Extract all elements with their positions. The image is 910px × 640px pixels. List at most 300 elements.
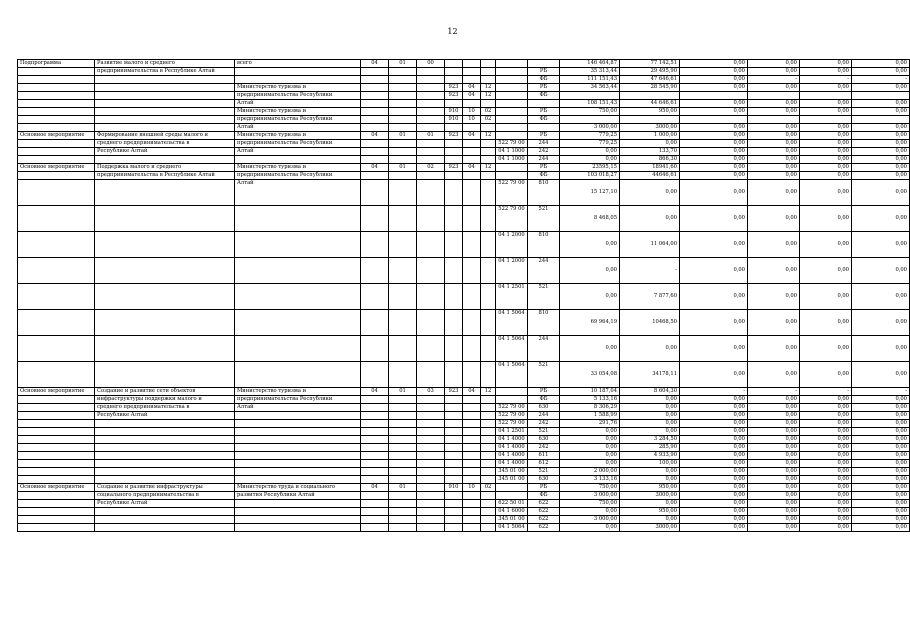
cell-code-a [361,524,389,532]
cell-grbs: 910 [445,116,463,124]
cell-value-4: 0,00 [748,362,800,388]
cell-code-a [361,180,389,206]
cell-code-c [417,140,445,148]
cell-code-c [417,156,445,164]
cell-value-4: 0,00 [748,460,800,468]
cell-value-1: 0,00 [560,452,620,460]
cell-code-b [389,404,417,412]
table-row [18,336,910,362]
cell-grbs: 923 [445,92,463,100]
cell-code-c [417,336,445,362]
cell-section-type [18,206,95,232]
cell-rz [463,420,481,428]
cell-description: Создание и развитие инфраструктуры [95,484,235,492]
cell-value-6: 0,00 [852,492,910,500]
cell-grbs [445,232,463,258]
cell-rz [463,206,481,232]
cell-code-a: 04 [361,388,389,396]
cell-grbs [445,362,463,388]
cell-code-b [389,68,417,76]
cell-section-type [18,76,95,84]
cell-section-type [18,100,95,108]
cell-code-a [361,100,389,108]
cell-value-1: 103 018,27 [560,172,620,180]
cell-csr: 04 1 4000 [496,452,528,460]
cell-pr [481,452,496,460]
cell-section-type [18,84,95,92]
cell-csr: 04 1 1000 [496,148,528,156]
cell-code-c: 03 [417,388,445,396]
cell-csr [496,68,528,76]
cell-value-5 [800,116,852,124]
cell-value-5: 0,00 [800,484,852,492]
cell-code-c [417,180,445,206]
cell-value-2: 34178,11 [620,362,680,388]
cell-grbs [445,180,463,206]
cell-description: среднего предпринимательства в [95,140,235,148]
cell-value-2: 0,00 [620,420,680,428]
cell-code-c [417,396,445,404]
cell-value-6: 0,00 [852,524,910,532]
cell-rz: 10 [463,108,481,116]
cell-value-4 [748,116,800,124]
cell-pr [481,396,496,404]
cell-value-2: 950,00 [620,508,680,516]
cell-value-2: 47 646,61 [620,76,680,84]
cell-value-6: 0,00 [852,310,910,336]
cell-csr: 04 1 2501 [496,428,528,436]
cell-grbs [445,172,463,180]
cell-vr: РБ [528,388,560,396]
cell-value-5: 0,00 [800,164,852,172]
cell-section-type [18,412,95,420]
cell-value-3: 0,00 [680,76,748,84]
cell-value-1: 146 464,87 [560,60,620,68]
cell-value-3: 0,00 [680,500,748,508]
cell-rz [463,172,481,180]
cell-value-4: 0,00 [748,524,800,532]
cell-executor [235,420,361,428]
cell-grbs [445,476,463,484]
cell-value-4: 0,00 [748,428,800,436]
cell-code-b [389,452,417,460]
cell-value-5: 0,00 [800,232,852,258]
cell-code-b [389,140,417,148]
cell-code-b: 01 [389,388,417,396]
cell-code-b [389,460,417,468]
cell-value-3: - [680,388,748,396]
cell-grbs [445,396,463,404]
cell-pr: 12 [481,92,496,100]
page-number: 12 [447,27,458,36]
cell-code-a [361,108,389,116]
table-row [18,164,910,172]
cell-value-5: 0,00 [800,404,852,412]
cell-code-a [361,508,389,516]
table-row [18,172,910,180]
cell-description: Формирование внешней среды малого и [95,132,235,140]
cell-executor [235,156,361,164]
cell-description [95,76,235,84]
cell-value-3: 0,00 [680,232,748,258]
cell-code-a [361,206,389,232]
cell-value-3: 0,00 [680,68,748,76]
cell-executor [235,428,361,436]
cell-pr: 02 [481,108,496,116]
cell-code-a: 04 [361,484,389,492]
cell-value-1: 750,00 [560,108,620,116]
cell-code-c [417,92,445,100]
cell-code-a: 04 [361,60,389,68]
cell-vr: 242 [528,444,560,452]
cell-code-b [389,92,417,100]
cell-code-b [389,124,417,132]
cell-vr [528,124,560,132]
cell-value-3: 0,00 [680,404,748,412]
cell-executor [235,500,361,508]
table-body [18,60,910,532]
cell-value-4: 0,00 [748,172,800,180]
cell-rz [463,100,481,108]
cell-executor: всего [235,60,361,68]
cell-vr: ФБ [528,116,560,124]
cell-section-type [18,68,95,76]
cell-executor [235,232,361,258]
cell-value-1: 35 313,44 [560,68,620,76]
cell-section-type [18,524,95,532]
cell-vr: РБ [528,68,560,76]
cell-value-4: 0,00 [748,180,800,206]
cell-description [95,116,235,124]
cell-grbs: 923 [445,132,463,140]
cell-value-4: 0,00 [748,232,800,258]
cell-code-b [389,310,417,336]
cell-value-3: 0,00 [680,460,748,468]
cell-value-5: 0,00 [800,412,852,420]
cell-value-6: 0,00 [852,172,910,180]
cell-value-3: 0,00 [680,468,748,476]
cell-pr: 02 [481,484,496,492]
cell-rz: 10 [463,484,481,492]
cell-rz [463,524,481,532]
cell-value-3: 0,00 [680,336,748,362]
cell-value-2: 0,00 [620,404,680,412]
cell-csr: 04 1 5064 [496,362,528,388]
cell-pr [481,460,496,468]
cell-code-c [417,172,445,180]
cell-value-1: 2 000,00 [560,468,620,476]
cell-code-c [417,258,445,284]
cell-section-type [18,362,95,388]
cell-rz [463,124,481,132]
cell-vr: 521 [528,468,560,476]
cell-value-5: 0,00 [800,284,852,310]
cell-rz [463,436,481,444]
cell-code-a [361,84,389,92]
cell-code-b [389,500,417,508]
cell-pr [481,100,496,108]
cell-description [95,284,235,310]
cell-value-1: 0,00 [560,258,620,284]
cell-value-1: 8 306,29 [560,404,620,412]
cell-rz [463,492,481,500]
cell-code-c: 01 [417,132,445,140]
cell-executor: Алтай [235,180,361,206]
cell-vr: 611 [528,452,560,460]
cell-code-c [417,436,445,444]
table-row [18,124,910,132]
cell-rz [463,284,481,310]
cell-section-type [18,108,95,116]
cell-value-5 [800,92,852,100]
cell-value-6: 0,00 [852,206,910,232]
cell-value-5: 0,00 [800,524,852,532]
cell-value-4: 0,00 [748,336,800,362]
cell-value-4: 0,00 [748,516,800,524]
cell-rz: 04 [463,164,481,172]
cell-code-a [361,258,389,284]
cell-value-2 [620,92,680,100]
cell-value-1: 0,00 [560,336,620,362]
cell-rz [463,428,481,436]
cell-pr [481,420,496,428]
cell-grbs [445,76,463,84]
cell-executor: Министерство туризма и [235,388,361,396]
table-row [18,524,910,532]
table-row [18,468,910,476]
cell-code-b [389,148,417,156]
cell-value-4: 0,00 [748,420,800,428]
cell-executor [235,444,361,452]
cell-description [95,156,235,164]
cell-value-3: 0,00 [680,420,748,428]
cell-value-2: 3000,00 [620,124,680,132]
cell-code-c [417,100,445,108]
cell-value-2: - [620,258,680,284]
table-row [18,206,910,232]
cell-csr [496,164,528,172]
cell-value-3: 0,00 [680,156,748,164]
cell-description [95,444,235,452]
cell-description [95,100,235,108]
cell-code-b [389,436,417,444]
cell-vr: 521 [528,428,560,436]
cell-section-type: Основное мероприятие [18,164,95,172]
cell-code-a [361,76,389,84]
cell-value-5: 0,00 [800,60,852,68]
cell-value-6: 0,00 [852,164,910,172]
cell-csr [496,388,528,396]
table-row [18,60,910,68]
cell-value-3: 0,00 [680,492,748,500]
cell-pr: 12 [481,84,496,92]
cell-vr: 521 [528,362,560,388]
cell-value-6: 0,00 [852,404,910,412]
cell-pr [481,404,496,412]
cell-rz [463,232,481,258]
cell-value-2: 3000,00 [620,524,680,532]
table-row [18,484,910,492]
cell-description [95,108,235,116]
cell-value-4 [748,92,800,100]
cell-value-2: 28 545,90 [620,84,680,92]
cell-value-2: 77 142,51 [620,60,680,68]
cell-value-5: 0,00 [800,336,852,362]
cell-value-1: 750,00 [560,500,620,508]
cell-value-3: 0,00 [680,132,748,140]
cell-rz [463,404,481,412]
cell-description [95,476,235,484]
cell-value-6: 0,00 [852,68,910,76]
table-row [18,108,910,116]
cell-csr [496,100,528,108]
cell-pr [481,76,496,84]
cell-value-3: 0,00 [680,100,748,108]
cell-vr: РБ [528,84,560,92]
cell-value-5: 0,00 [800,310,852,336]
cell-vr: 622 [528,516,560,524]
cell-description [95,436,235,444]
cell-code-a [361,68,389,76]
table-row [18,258,910,284]
cell-description: Республике Алтай [95,412,235,420]
cell-value-2: 0,00 [620,468,680,476]
cell-pr [481,500,496,508]
cell-value-5: 0,00 [800,68,852,76]
cell-description [95,336,235,362]
cell-value-3: 0,00 [680,124,748,132]
cell-value-3: 0,00 [680,172,748,180]
cell-grbs [445,124,463,132]
cell-description [95,362,235,388]
cell-value-5: 0,00 [800,444,852,452]
cell-value-6: - [852,388,910,396]
cell-value-3: 0,00 [680,84,748,92]
cell-section-type [18,404,95,412]
cell-code-a [361,92,389,100]
cell-section-type [18,92,95,100]
cell-executor [235,436,361,444]
cell-code-c [417,108,445,116]
cell-csr: 622 50 01 [496,500,528,508]
cell-value-3: 0,00 [680,206,748,232]
cell-csr [496,172,528,180]
cell-value-4: 0,00 [748,100,800,108]
cell-executor: Министерство труда и социального [235,484,361,492]
cell-grbs [445,100,463,108]
cell-section-type: Основное мероприятие [18,388,95,396]
cell-value-2: 0,00 [620,396,680,404]
cell-pr [481,140,496,148]
cell-value-4: 0,00 [748,156,800,164]
cell-pr [481,60,496,68]
cell-code-c [417,444,445,452]
table-row [18,140,910,148]
cell-code-a [361,492,389,500]
cell-value-5: 0,00 [800,156,852,164]
cell-value-4: 0,00 [748,132,800,140]
cell-section-type [18,148,95,156]
cell-code-b: 01 [389,132,417,140]
cell-executor [235,310,361,336]
cell-code-b: 01 [389,60,417,68]
cell-value-2: 10468,50 [620,310,680,336]
cell-value-5: 0,00 [800,452,852,460]
cell-value-5: 0,00 [800,516,852,524]
cell-grbs [445,310,463,336]
cell-value-5: 0,00 [800,206,852,232]
cell-code-c [417,460,445,468]
cell-pr [481,476,496,484]
cell-executor: Министерство туризма и [235,84,361,92]
cell-rz [463,468,481,476]
cell-executor [235,284,361,310]
cell-csr [496,116,528,124]
cell-value-2: 1 000,00 [620,132,680,140]
cell-grbs [445,524,463,532]
cell-code-c [417,68,445,76]
cell-value-1: 0,00 [560,460,620,468]
cell-code-a [361,156,389,164]
table-row [18,412,910,420]
cell-executor: предпринимательства Республики [235,396,361,404]
cell-grbs [445,500,463,508]
cell-value-1: 0,00 [560,524,620,532]
cell-value-1: 8 468,05 [560,206,620,232]
cell-value-1: 5 133,16 [560,396,620,404]
cell-value-4: - [748,76,800,84]
cell-pr [481,412,496,420]
cell-value-5: 0,00 [800,362,852,388]
cell-code-c [417,148,445,156]
table-row [18,76,910,84]
cell-code-b [389,524,417,532]
cell-pr: 12 [481,164,496,172]
cell-csr: 345 01 00 [496,516,528,524]
cell-value-1: 0,00 [560,428,620,436]
cell-code-a [361,148,389,156]
cell-description [95,420,235,428]
cell-value-2: 0,00 [620,428,680,436]
cell-value-4: 0,00 [748,468,800,476]
cell-code-b [389,76,417,84]
cell-section-type [18,420,95,428]
cell-value-5: 0,00 [800,396,852,404]
cell-code-c: 02 [417,164,445,172]
cell-grbs [445,508,463,516]
cell-pr [481,492,496,500]
table-row [18,180,910,206]
cell-code-c [417,508,445,516]
cell-value-1: 0,00 [560,436,620,444]
cell-value-1 [560,92,620,100]
cell-pr: 02 [481,116,496,124]
cell-pr [481,206,496,232]
cell-csr: 04 1 2000 [496,258,528,284]
cell-value-6: 0,00 [852,100,910,108]
cell-code-c [417,492,445,500]
cell-value-3: 0,00 [680,180,748,206]
cell-vr [528,60,560,68]
cell-value-1: 15 127,10 [560,180,620,206]
cell-code-b [389,444,417,452]
cell-value-6 [852,92,910,100]
cell-value-5: 0,00 [800,100,852,108]
cell-code-c [417,84,445,92]
cell-code-c [417,310,445,336]
cell-code-b [389,156,417,164]
table-row [18,452,910,460]
